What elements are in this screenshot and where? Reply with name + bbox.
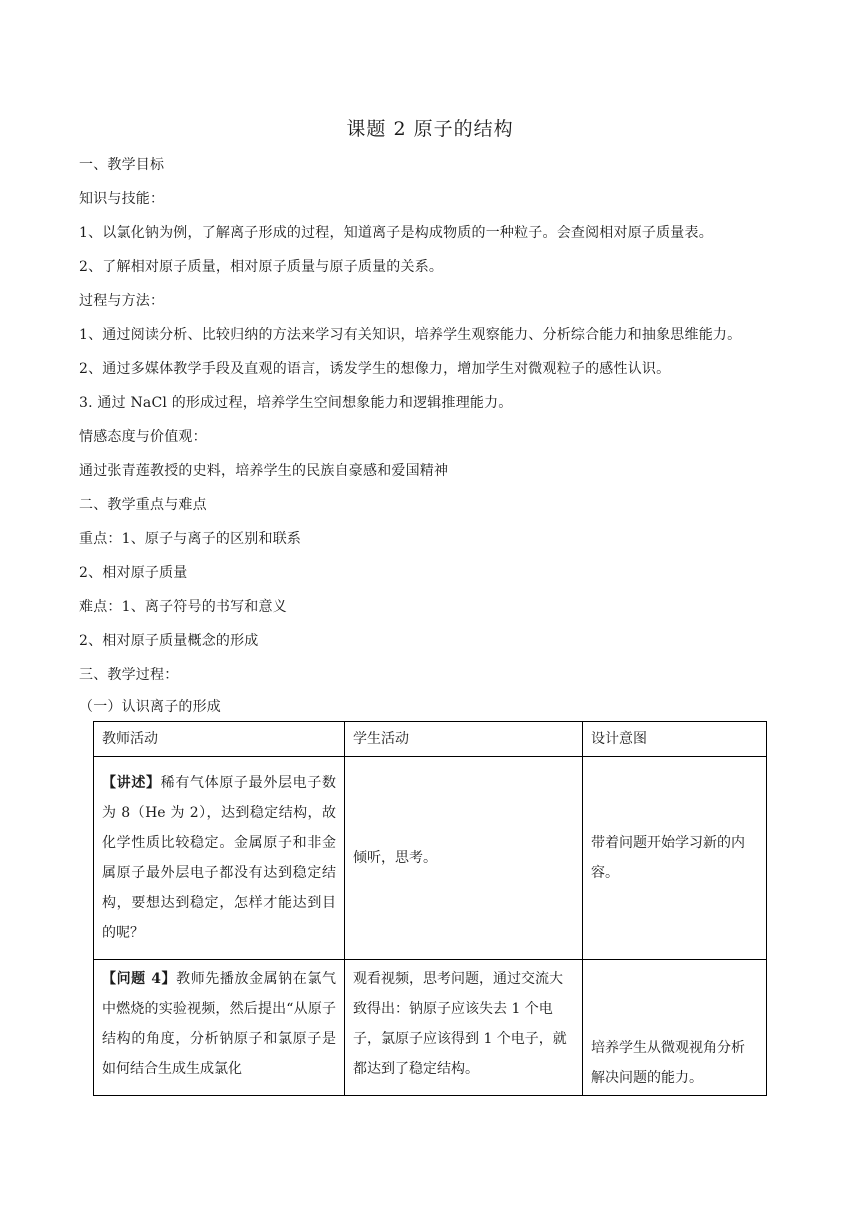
keypoint-line: 重点：1、原子与离子的区别和联系 xyxy=(79,531,302,547)
difficulty-line: 难点：1、离子符号的书写和意义 xyxy=(79,599,287,615)
section-heading-keypoints: 二、教学重点与难点 xyxy=(79,497,207,513)
objective-line: 1、以氯化钠为例，了解离子形成的过程，知道离子是构成物质的一种粒子。会查阅相对原子质量表。 xyxy=(79,225,713,241)
page-title: 课题 2 原子的结构 xyxy=(346,118,514,140)
objective-line: 3. 通过 NaCl 的形成过程，培养学生空间想象能力和逻辑推理能力。 xyxy=(79,395,513,411)
subsection-heading: （一）认识离子的形成 xyxy=(79,699,221,715)
table-header-row xyxy=(94,722,767,757)
objective-line: 2、通过多媒体教学手段及直观的语言，诱发学生的想像力，增加学生对微观粒子的感性认识。 xyxy=(79,361,671,377)
teacher-activity-text: 教师先播放金属钠在氯气中燃烧的实验视频，然后提出“从原子结构的角度，分析钠原子和氯原子是如何结合生成生成氯化 xyxy=(102,971,336,1077)
table-header-teacher: 教师活动 xyxy=(94,722,345,757)
objective-line: 1、通过阅读分析、比较归纳的方法来学习有关知识，培养学生观察能力、分析综合能力和抽象思维能力。 xyxy=(79,327,742,343)
subheading-knowledge: 知识与技能： xyxy=(79,191,165,207)
design-intent-cell: 培养学生从微观视角分析解决问题的能力。 xyxy=(583,960,767,1096)
subheading-process: 过程与方法： xyxy=(79,293,165,309)
table-header-intent: 设计意图 xyxy=(583,722,767,757)
subheading-attitude: 情感态度与价值观： xyxy=(79,429,207,445)
design-intent-cell: 带着问题开始学习新的内容。 xyxy=(583,757,767,960)
activity-tag: 【问题 4】 xyxy=(102,971,177,987)
teacher-activity-cell xyxy=(94,757,345,960)
objective-line: 通过张青莲教授的史料，培养学生的民族自豪感和爱国精神 xyxy=(79,463,449,479)
lesson-table xyxy=(93,721,767,1096)
activity-tag: 【讲述】 xyxy=(102,775,161,791)
teacher-activity-text: 稀有气体原子最外层电子数为 8（He 为 2），达到稳定结构，故化学性质比较稳定。金属原子和非金属原子最外层电子都没有达到稳定结构，要想达到稳定，怎样才能达到目的呢？ xyxy=(102,775,337,941)
table-header-student: 学生活动 xyxy=(345,722,583,757)
section-heading-process: 三、教学过程： xyxy=(79,667,179,683)
keypoint-line: 2、相对原子质量 xyxy=(79,565,188,581)
teacher-activity-cell xyxy=(94,960,345,1096)
student-activity-cell: 观看视频，思考问题，通过交流大致得出：钠原子应该失去 1 个电子，氯原子应该得到 1 个电子，就都达到了稳定结构。 xyxy=(345,960,583,1096)
difficulty-line: 2、相对原子质量概念的形成 xyxy=(79,633,259,649)
table-row xyxy=(94,960,767,1096)
table-row xyxy=(94,757,767,960)
section-heading-objectives: 一、教学目标 xyxy=(79,157,165,173)
objective-line: 2、了解相对原子质量，相对原子质量与原子质量的关系。 xyxy=(79,259,444,275)
student-activity-cell: 倾听，思考。 xyxy=(345,757,583,960)
